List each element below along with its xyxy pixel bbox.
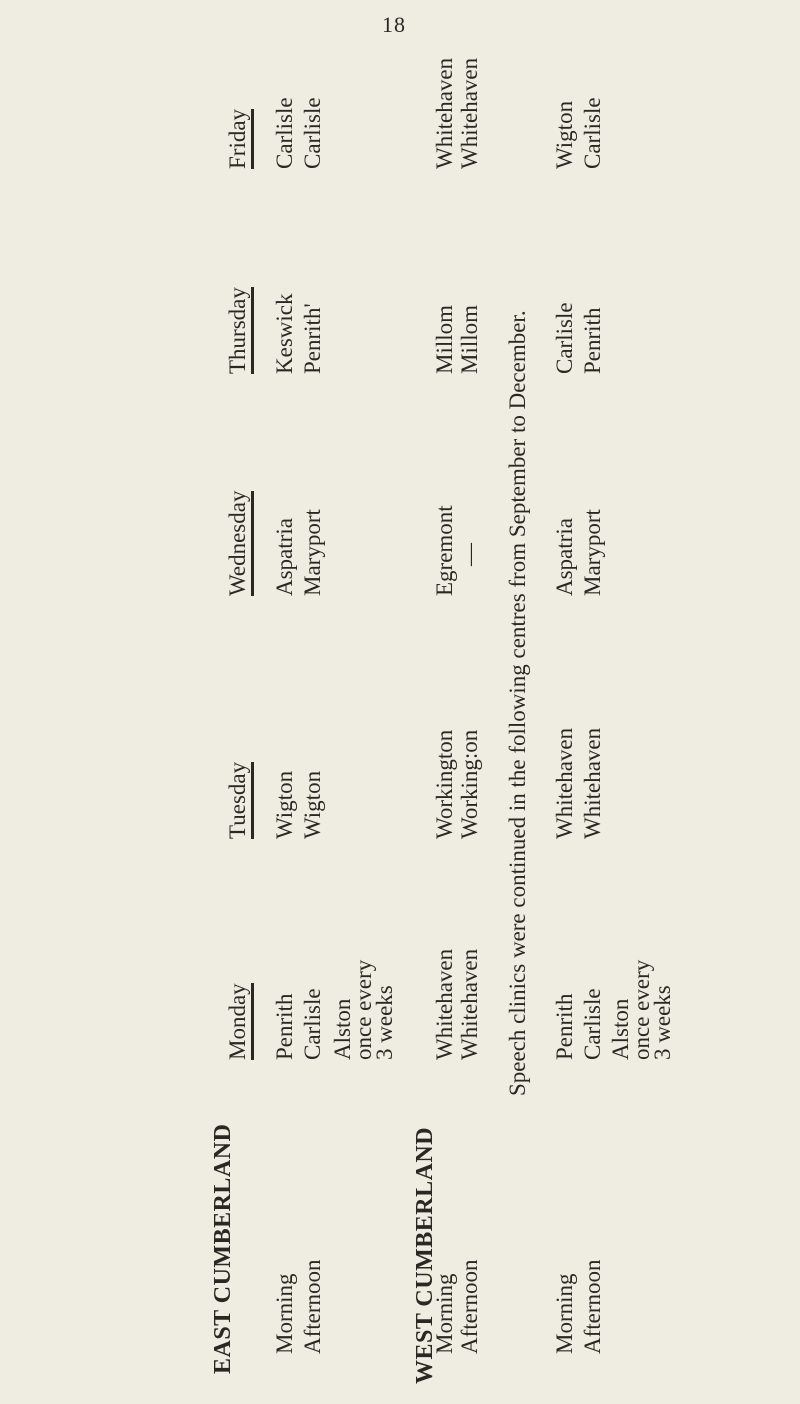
east-afternoon-friday: Carlisle: [300, 97, 325, 169]
west-morning-wednesday: Egremont: [432, 505, 457, 596]
speech-morning-thursday: Carlisle: [552, 302, 577, 374]
west-afternoon-thursday: Millom: [457, 304, 482, 374]
west-morning-label: Morning: [432, 1273, 457, 1354]
east-afternoon-wednesday: Maryport: [300, 509, 325, 596]
west-afternoon-label: Afternoon: [457, 1259, 482, 1354]
east-morning-tuesday: Wigton: [272, 770, 297, 839]
east-morning-label: Morning: [272, 1273, 297, 1354]
east-alston-line-1: Alston: [330, 998, 355, 1060]
speech-morning-label: Morning: [552, 1273, 577, 1354]
speech-afternoon-thursday: Penrith: [580, 307, 605, 374]
west-morning-thursday: Millom: [432, 304, 457, 374]
east-afternoon-tuesday: Wigton: [300, 770, 325, 839]
west-morning-tuesday: Workington: [432, 729, 457, 839]
west-afternoon-tuesday: Working:on: [457, 729, 482, 839]
day-header-wednesday: Wednesday: [225, 491, 254, 596]
speech-afternoon-wednesday: Maryport: [580, 509, 605, 596]
speech-morning-wednesday: Aspatria: [552, 518, 577, 596]
speech-clinics-note: Speech clinics were continued in the following centres from September to December.: [505, 310, 530, 1096]
east-afternoon-monday: Carlisle: [300, 988, 325, 1060]
speech-alston-line-3: 3 weeks: [650, 985, 675, 1060]
speech-morning-monday: Penrith: [552, 993, 577, 1060]
east-morning-wednesday: Aspatria: [272, 518, 297, 596]
day-header-monday: Monday: [225, 983, 254, 1060]
page-number: 18: [382, 12, 406, 37]
east-heading: EAST CUMBERLAND: [210, 1123, 236, 1374]
speech-afternoon-tuesday: Whitehaven: [580, 727, 605, 839]
west-afternoon-monday: Whitehaven: [457, 948, 482, 1060]
speech-afternoon-monday: Carlisle: [580, 988, 605, 1060]
speech-morning-friday: Wigton: [552, 100, 577, 169]
east-afternoon-thursday: Penrith': [300, 303, 325, 374]
west-morning-monday: Whitehaven: [432, 948, 457, 1060]
day-header-thursday: Thursday: [225, 287, 254, 374]
east-morning-friday: Carlisle: [272, 97, 297, 169]
speech-afternoon-friday: Carlisle: [580, 97, 605, 169]
west-afternoon-friday: Whitehaven: [457, 57, 482, 169]
day-header-tuesday: Tuesday: [225, 762, 254, 839]
speech-alston-line-2: once every: [629, 959, 654, 1060]
speech-morning-tuesday: Whitehaven: [552, 727, 577, 839]
east-afternoon-label: Afternoon: [300, 1259, 325, 1354]
east-alston-line-2: once every: [351, 959, 376, 1060]
east-morning-thursday: Keswick: [272, 293, 297, 374]
west-afternoon-wednesday: —: [457, 543, 482, 566]
day-header-friday: Friday: [225, 109, 254, 169]
west-heading: WEST CUMBERLAND: [412, 1126, 438, 1384]
west-morning-friday: Whitehaven: [432, 57, 457, 169]
speech-afternoon-label: Afternoon: [580, 1259, 605, 1354]
east-alston-line-3: 3 weeks: [372, 985, 397, 1060]
speech-alston-line-1: Alston: [608, 998, 633, 1060]
east-morning-monday: Penrith: [272, 993, 297, 1060]
